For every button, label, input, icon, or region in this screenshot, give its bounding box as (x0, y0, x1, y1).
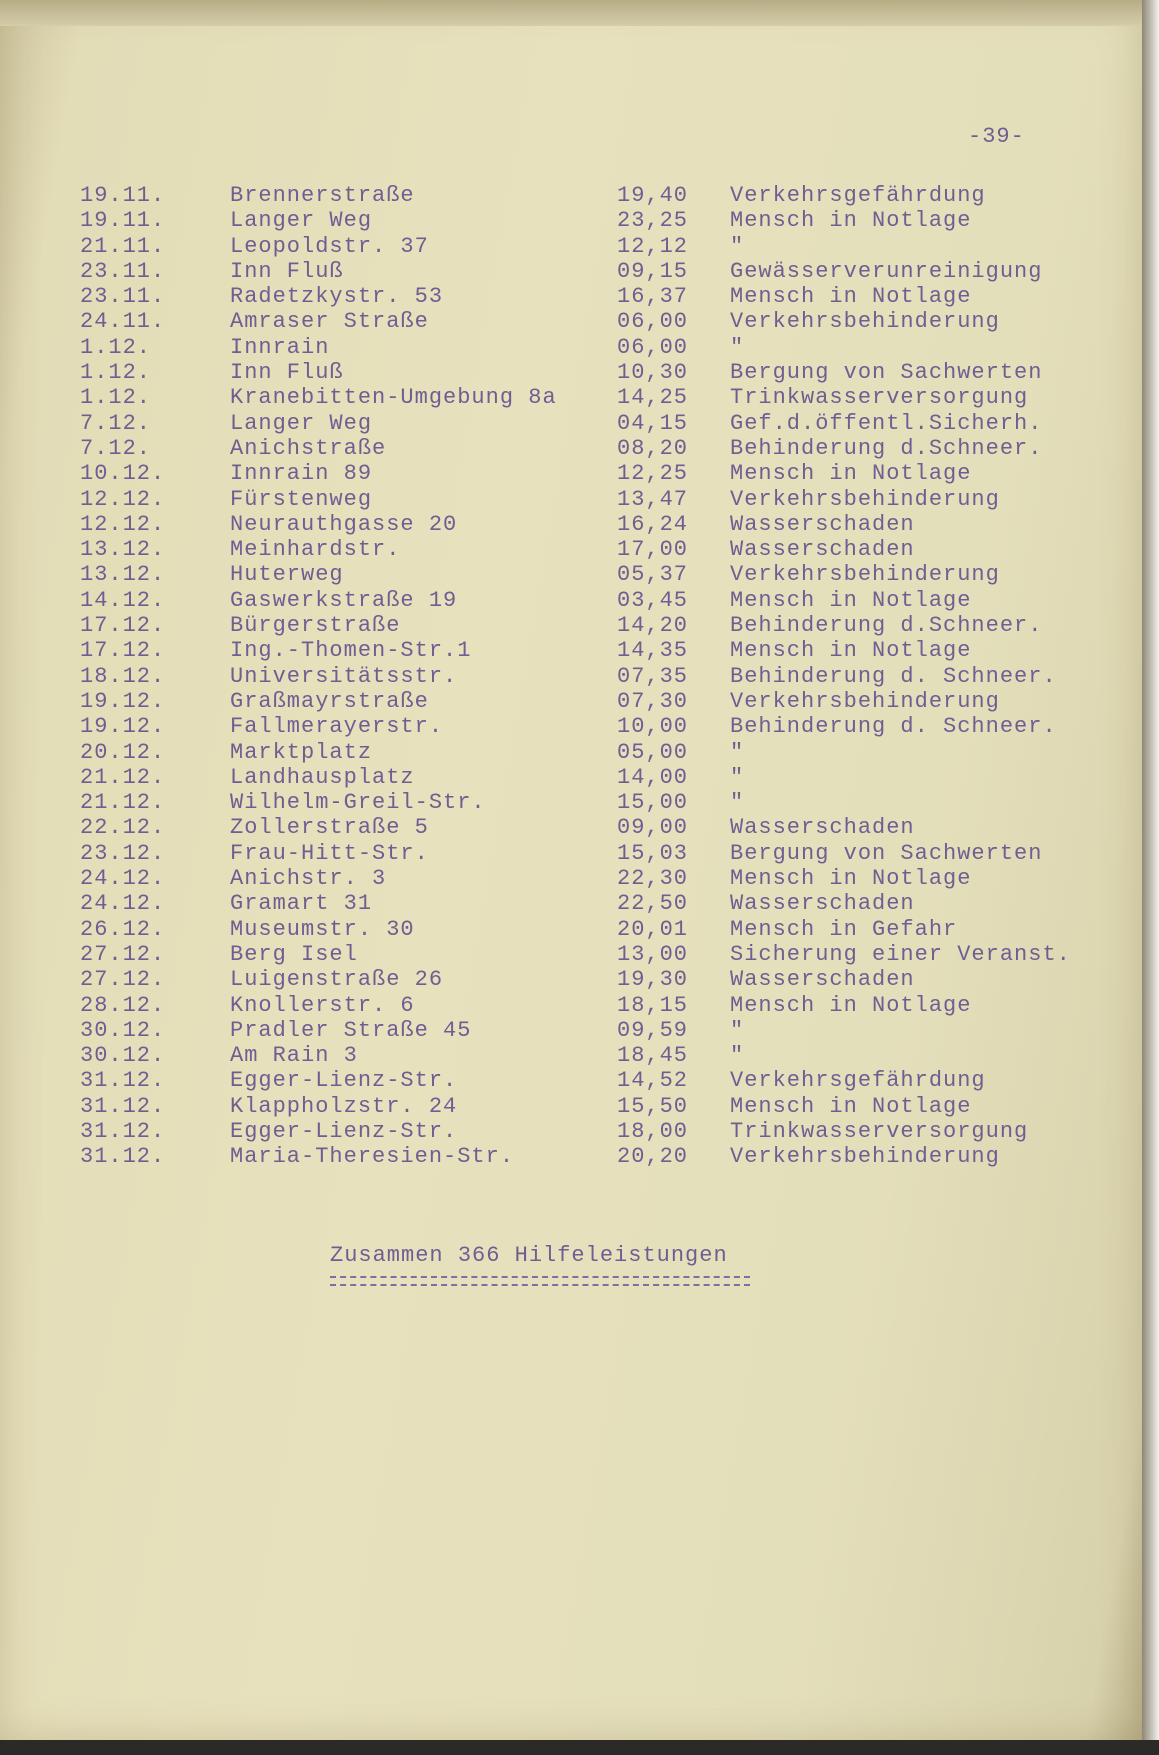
entry-type: " (730, 1043, 745, 1069)
entry-date: 19.12. (80, 688, 166, 714)
entry-location: Anichstraße (230, 435, 387, 461)
entry-time: 20,20 (617, 1144, 689, 1170)
entry-date: 26.12. (80, 916, 166, 942)
entry-date: 14.12. (80, 587, 166, 613)
entry-type: Mensch in Notlage (730, 638, 972, 664)
list-item (0, 385, 1142, 410)
double-underline (330, 1276, 750, 1286)
page-number: -39- (968, 124, 1025, 149)
list-item (0, 1068, 1142, 1093)
list-item (0, 993, 1142, 1018)
list-item (0, 309, 1142, 334)
entry-time: 06,00 (617, 334, 689, 360)
list-item (0, 841, 1142, 866)
entry-date: 12.12. (80, 511, 166, 537)
entry-location: Graßmayrstraße (230, 688, 429, 714)
entry-location: Zollerstraße 5 (230, 815, 429, 841)
entry-date: 19.12. (80, 714, 166, 740)
entry-type: Gewässerverunreinigung (730, 258, 1043, 284)
entry-type: Mensch in Notlage (730, 208, 972, 234)
list-item (0, 866, 1142, 891)
entry-time: 07,30 (617, 688, 689, 714)
entry-date: 1.12. (80, 334, 152, 360)
list-item (0, 436, 1142, 461)
entry-location: Leopoldstr. 37 (230, 233, 429, 259)
entry-location: Innrain 89 (230, 461, 373, 487)
list-item (0, 917, 1142, 942)
entry-type: Verkehrsbehinderung (730, 1144, 1000, 1170)
paper-top-shadow (0, 0, 1142, 26)
entry-date: 7.12. (80, 410, 152, 436)
entry-type: Bergung von Sachwerten (730, 360, 1043, 386)
entry-type: Behinderung d. Schneer. (730, 663, 1057, 689)
entry-location: Luigenstraße 26 (230, 967, 444, 993)
entry-location: Frau-Hitt-Str. (230, 840, 429, 866)
entry-type: " (730, 764, 745, 790)
list-item (0, 1043, 1142, 1068)
entry-date: 19.11. (80, 208, 166, 234)
entry-time: 16,37 (617, 284, 689, 310)
entry-type: Wasserschaden (730, 891, 915, 917)
entry-date: 18.12. (80, 663, 166, 689)
entry-time: 22,50 (617, 891, 689, 917)
entry-time: 05,00 (617, 739, 689, 765)
entry-time: 19,30 (617, 967, 689, 993)
entry-time: 18,45 (617, 1043, 689, 1069)
entry-date: 21.11. (80, 233, 166, 259)
entry-time: 14,00 (617, 764, 689, 790)
entry-date: 21.12. (80, 790, 166, 816)
entry-date: 24.12. (80, 891, 166, 917)
entry-type: Verkehrsbehinderung (730, 562, 1000, 588)
entry-location: Marktplatz (230, 739, 373, 765)
entry-type: " (730, 233, 745, 259)
entry-type: Mensch in Notlage (730, 461, 972, 487)
entry-location: Kranebitten-Umgebung 8a (230, 385, 557, 411)
entry-type: Trinkwasserversorgung (730, 1118, 1029, 1144)
entry-type: Mensch in Notlage (730, 587, 972, 613)
entry-date: 24.11. (80, 309, 166, 335)
entry-time: 09,00 (617, 815, 689, 841)
list-item (0, 664, 1142, 689)
entry-type: Bergung von Sachwerten (730, 840, 1043, 866)
entry-date: 30.12. (80, 1017, 166, 1043)
entry-location: Neurauthgasse 20 (230, 511, 458, 537)
entry-time: 23,25 (617, 208, 689, 234)
entry-date: 13.12. (80, 562, 166, 588)
entry-location: Anichstr. 3 (230, 866, 387, 892)
entry-location: Landhausplatz (230, 764, 415, 790)
entry-time: 12,12 (617, 233, 689, 259)
list-item (0, 208, 1142, 233)
entry-date: 27.12. (80, 941, 166, 967)
entry-time: 12,25 (617, 461, 689, 487)
list-item (0, 765, 1142, 790)
entry-time: 08,20 (617, 435, 689, 461)
entry-location: Radetzkystr. 53 (230, 284, 444, 310)
entry-time: 17,00 (617, 537, 689, 563)
entry-location: Gaswerkstraße 19 (230, 587, 458, 613)
list-item (0, 1119, 1142, 1144)
entry-date: 7.12. (80, 435, 152, 461)
entry-time: 14,35 (617, 638, 689, 664)
list-item (0, 183, 1142, 208)
entry-location: Brennerstraße (230, 183, 415, 208)
entry-location: Berg Isel (230, 941, 358, 967)
entry-location: Amraser Straße (230, 309, 429, 335)
list-item (0, 335, 1142, 360)
list-item (0, 613, 1142, 638)
entry-date: 23.11. (80, 284, 166, 310)
list-item (0, 1018, 1142, 1043)
list-item (0, 562, 1142, 587)
entry-time: 09,59 (617, 1017, 689, 1043)
entry-location: Huterweg (230, 562, 344, 588)
entry-location: Am Rain 3 (230, 1043, 358, 1069)
entry-type: " (730, 1017, 745, 1043)
entry-time: 15,00 (617, 790, 689, 816)
entry-time: 06,00 (617, 309, 689, 335)
entry-location: Museumstr. 30 (230, 916, 415, 942)
entry-type: Gef.d.öffentl.Sicherh. (730, 410, 1043, 436)
list-item (0, 967, 1142, 992)
entry-date: 12.12. (80, 486, 166, 512)
entry-time: 04,15 (617, 410, 689, 436)
list-item (0, 259, 1142, 284)
entry-date: 23.11. (80, 258, 166, 284)
entry-type: Behinderung d. Schneer. (730, 714, 1057, 740)
entry-date: 28.12. (80, 992, 166, 1018)
entry-location: Fallmerayerstr. (230, 714, 444, 740)
entry-type: Trinkwasserversorgung (730, 385, 1029, 411)
entry-type: Sicherung einer Veranst. (730, 941, 1071, 967)
list-item (0, 588, 1142, 613)
entry-type: Verkehrsbehinderung (730, 688, 1000, 714)
entry-location: Wilhelm-Greil-Str. (230, 790, 486, 816)
entry-type: Behinderung d.Schneer. (730, 613, 1043, 639)
list-item (0, 714, 1142, 739)
list-item (0, 487, 1142, 512)
entry-time: 05,37 (617, 562, 689, 588)
entry-location: Bürgerstraße (230, 613, 401, 639)
entry-date: 31.12. (80, 1118, 166, 1144)
entry-type: Mensch in Notlage (730, 284, 972, 310)
list-item (0, 234, 1142, 259)
entry-type: Verkehrsbehinderung (730, 486, 1000, 512)
page-edge-right (1142, 0, 1159, 1755)
list-item (0, 537, 1142, 562)
entry-location: Langer Weg (230, 208, 373, 234)
entry-time: 03,45 (617, 587, 689, 613)
entry-time: 14,20 (617, 613, 689, 639)
entry-time: 16,24 (617, 511, 689, 537)
entry-date: 20.12. (80, 739, 166, 765)
entry-type: Verkehrsbehinderung (730, 309, 1000, 335)
entry-location: Fürstenweg (230, 486, 373, 512)
entry-location: Knollerstr. 6 (230, 992, 415, 1018)
entry-location: Ing.-Thomen-Str.1 (230, 638, 472, 664)
entry-time: 15,03 (617, 840, 689, 866)
list-item (0, 815, 1142, 840)
list-item (0, 790, 1142, 815)
entry-time: 13,00 (617, 941, 689, 967)
entry-date: 21.12. (80, 764, 166, 790)
incident-list (0, 183, 1142, 1170)
list-item (0, 284, 1142, 309)
entry-location: Langer Weg (230, 410, 373, 436)
entry-time: 13,47 (617, 486, 689, 512)
list-item (0, 942, 1142, 967)
entry-time: 22,30 (617, 866, 689, 892)
entry-time: 18,00 (617, 1118, 689, 1144)
entry-type: Wasserschaden (730, 967, 915, 993)
entry-location: Innrain (230, 334, 330, 360)
list-item (0, 512, 1142, 537)
entry-date: 10.12. (80, 461, 166, 487)
entry-location: Gramart 31 (230, 891, 373, 917)
entry-location: Inn Fluß (230, 360, 344, 386)
entry-time: 14,25 (617, 385, 689, 411)
entry-date: 24.12. (80, 866, 166, 892)
entry-date: 17.12. (80, 613, 166, 639)
entry-date: 1.12. (80, 385, 152, 411)
entry-type: Behinderung d.Schneer. (730, 435, 1043, 461)
entry-type: Wasserschaden (730, 815, 915, 841)
entry-type: Mensch in Gefahr (730, 916, 958, 942)
list-item (0, 638, 1142, 663)
list-item (0, 411, 1142, 436)
entry-time: 19,40 (617, 183, 689, 208)
entry-time: 15,50 (617, 1093, 689, 1119)
entry-time: 18,15 (617, 992, 689, 1018)
entry-type: Mensch in Notlage (730, 992, 972, 1018)
entry-date: 27.12. (80, 967, 166, 993)
entry-date: 1.12. (80, 360, 152, 386)
total-summary: Zusammen 366 Hilfeleistungen (330, 1243, 728, 1268)
entry-date: 31.12. (80, 1093, 166, 1119)
entry-type: Verkehrsgefährdung (730, 183, 986, 208)
list-item (0, 689, 1142, 714)
entry-time: 14,52 (617, 1068, 689, 1094)
scan-bottom-border (0, 1740, 1159, 1755)
entry-date: 19.11. (80, 183, 166, 208)
entry-location: Klappholzstr. 24 (230, 1093, 458, 1119)
entry-location: Egger-Lienz-Str. (230, 1068, 458, 1094)
entry-location: Meinhardstr. (230, 537, 401, 563)
entry-location: Universitätsstr. (230, 663, 458, 689)
entry-time: 10,00 (617, 714, 689, 740)
entry-type: Wasserschaden (730, 537, 915, 563)
entry-location: Inn Fluß (230, 258, 344, 284)
entry-time: 07,35 (617, 663, 689, 689)
entry-date: 31.12. (80, 1144, 166, 1170)
entry-date: 30.12. (80, 1043, 166, 1069)
entry-date: 22.12. (80, 815, 166, 841)
list-item (0, 1094, 1142, 1119)
entry-type: " (730, 790, 745, 816)
entry-time: 09,15 (617, 258, 689, 284)
entry-type: " (730, 334, 745, 360)
list-item (0, 360, 1142, 385)
entry-time: 10,30 (617, 360, 689, 386)
entry-date: 31.12. (80, 1068, 166, 1094)
list-item (0, 1144, 1142, 1169)
list-item (0, 891, 1142, 916)
entry-date: 13.12. (80, 537, 166, 563)
entry-time: 20,01 (617, 916, 689, 942)
entry-location: Pradler Straße 45 (230, 1017, 472, 1043)
entry-location: Maria-Theresien-Str. (230, 1144, 515, 1170)
entry-type: Mensch in Notlage (730, 866, 972, 892)
list-item (0, 461, 1142, 486)
entry-type: Wasserschaden (730, 511, 915, 537)
entry-location: Egger-Lienz-Str. (230, 1118, 458, 1144)
entry-type: " (730, 739, 745, 765)
entry-date: 23.12. (80, 840, 166, 866)
list-item (0, 740, 1142, 765)
entry-type: Verkehrsgefährdung (730, 1068, 986, 1094)
entry-date: 17.12. (80, 638, 166, 664)
entry-type: Mensch in Notlage (730, 1093, 972, 1119)
